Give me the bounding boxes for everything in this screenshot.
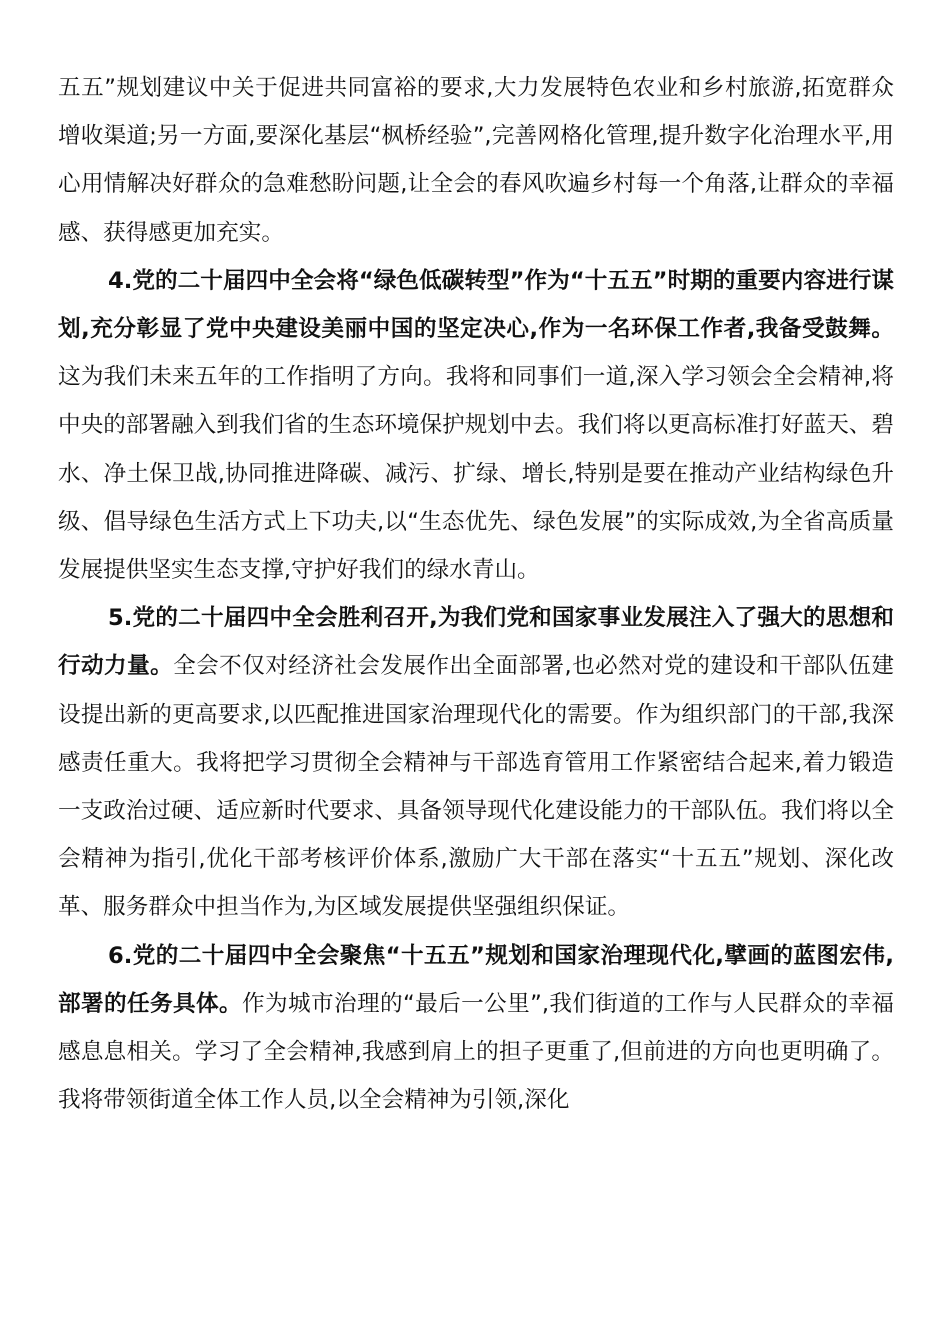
document-page xyxy=(58,64,894,1124)
paragraph-body: 全会不仅对经济社会发展作出全面部署,也必然对党的建设和干部队伍建设提出新的更高要求,以匹配推进国家治理现代化的需要。作为组织部门的干部,我深感责任重大。我将把学习贯彻全会精神与干部选育管用工作紧密结合起来,着力锻造一支政治过硬、适应新时代要求、具备领导现代化建设能力的干部队伍。我们将以全会精神为指引,优化干部考核评价体系,激励广大干部在落实“十五五”规划、深化改革、服务群众中担当作为,为区域发展提供坚强组织保证。 xyxy=(58,653,895,921)
paragraph-body: 这为我们未来五年的工作指明了方向。我将和同事们一道,深入学习领会全会精神,将中央的部署融入到我们省的生态环境保护规划中去。我们将以更高标准打好蓝天、碧水、净土保卫战,协同推进降碳、减污、扩绿、增长,特别是要在推动产业结构绿色升级、倡导绿色生活方式上下功夫,以“生态优先、绿色发展”的实际成效,为全省高质量发展提供坚实生态支撑,守护好我们的绿水青山。 xyxy=(58,364,894,584)
paragraph-lead-bold: 4.党的二十届四中全会将“绿色低碳转型”作为“十五五”时期的重要内容进行谋划,充分彰显了党中央建设美丽中国的坚定决心,作为一名环保工作者,我备受鼓舞。 xyxy=(58,267,894,343)
paragraph-body: 五五”规划建议中关于促进共同富裕的要求,大力发展特色农业和乡村旅游,拓宽群众增收渠道;另一方面,要深化基层“枫桥经验”,完善网格化管理,提升数字化治理水平,用心用情解决好群众的急难愁盼问题,让全会的春风吹遍乡村每一个角落,让群众的幸福感、获得感更加充实。 xyxy=(58,75,894,246)
paragraph-5 xyxy=(58,594,894,931)
paragraph-4 xyxy=(58,257,894,594)
paragraph-3-continuation xyxy=(58,64,894,257)
paragraph-lead-bold: 6.党的二十届四中全会聚焦“十五五”规划和国家治理现代化,擘画的蓝图宏伟,部署的任务具体。 xyxy=(58,942,894,1017)
paragraph-body: 作为城市治理的“最后一公里”,我们街道的工作与人民群众的幸福感息息相关。学习了全会精神,我感到肩上的担子更重了,但前进的方向也更明确了。我将带领街道全体工作人员,以全会精神为引领,深化 xyxy=(58,990,894,1114)
paragraph-6 xyxy=(58,932,894,1125)
paragraph-lead-bold: 5.党的二十届四中全会胜利召开,为我们党和国家事业发展注入了强大的思想和行动力量。 xyxy=(58,605,894,680)
